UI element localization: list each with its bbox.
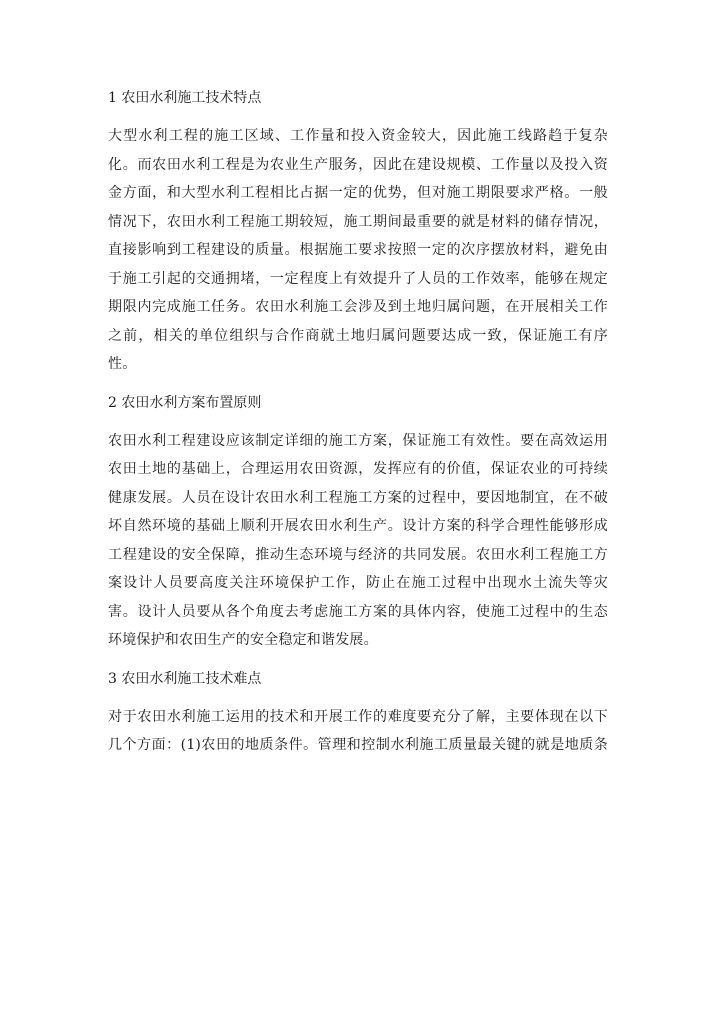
paragraph-line: 环境保护和农田生产的安全稳定和谐发展。: [108, 632, 378, 648]
paragraph-line: 害。设计人员要从各个角度去考虑施工方案的具体内容，使施工过程中的生态: [108, 603, 608, 620]
document-page: [108, 84, 608, 770]
paragraph-line: 农田水利工程建设应该制定详细的施工方案，保证施工有效性。要在高效运用: [108, 432, 608, 449]
paragraph-line: 健康发展。人员在设计农田水利工程施工方案的过程中，要因地制宜，在不破: [108, 489, 608, 506]
paragraph-line: 农田土地的基础上，合理运用农田资源，发挥应有的价值，保证农业的可持续: [108, 461, 608, 477]
paragraph-line: 金方面，和大型水利工程相比占据一定的优势，但对施工期限要求严格。一般: [108, 185, 608, 201]
paragraph-line: 直接影响到工程建设的质量。根据施工要求按照一定的次序摆放材料，避免由: [108, 242, 608, 258]
paragraph-line: 期限内完成施工任务。农田水利施工会涉及到土地归属问题，在开展相关工作: [108, 299, 608, 315]
section-3-paragraph: [108, 703, 608, 760]
paragraph-line: 大型水利工程的施工区域、工作量和投入资金较大，因此施工线路趋于复杂: [108, 128, 608, 144]
section-1-heading: 1 农田水利施工技术特点: [108, 90, 262, 106]
section-2-heading: 2 农田水利方案布置原则: [108, 394, 262, 411]
paragraph-line: 案设计人员要高度关注环境保护工作，防止在施工过程中出现水土流失等灾: [108, 575, 608, 591]
section-1-paragraph: [108, 122, 608, 379]
paragraph-line: 性。: [108, 356, 137, 372]
paragraph-line: 化。而农田水利工程是为农业生产服务，因此在建设规模、工作量以及投入资: [108, 156, 608, 173]
section-3-heading: 3 农田水利施工技术难点: [108, 670, 262, 687]
paragraph-line: 对于农田水利施工运用的技术和开展工作的难度要充分了解，主要体现在以下: [108, 708, 608, 725]
paragraph-line: 之前，相关的单位组织与合作商就土地归属问题要达成一致，保证施工有序: [108, 327, 608, 344]
paragraph-line: 坏自然环境的基础上顺利开展农田水利生产。设计方案的科学合理性能够形成: [108, 518, 608, 534]
section-2-paragraph: [108, 427, 608, 655]
paragraph-line: 几个方面：(1)农田的地质条件。管理和控制水利施工质量最关键的就是地质条: [108, 737, 608, 753]
paragraph-line: 情况下，农田水利工程施工期较短，施工期间最重要的就是材料的储存情况，: [108, 213, 608, 230]
paragraph-line: 于施工引起的交通拥堵，一定程度上有效提升了人员的工作效率，能够在规定: [108, 270, 608, 287]
paragraph-line: 工程建设的安全保障，推动生态环境与经济的共同发展。农田水利工程施工方: [108, 546, 608, 563]
